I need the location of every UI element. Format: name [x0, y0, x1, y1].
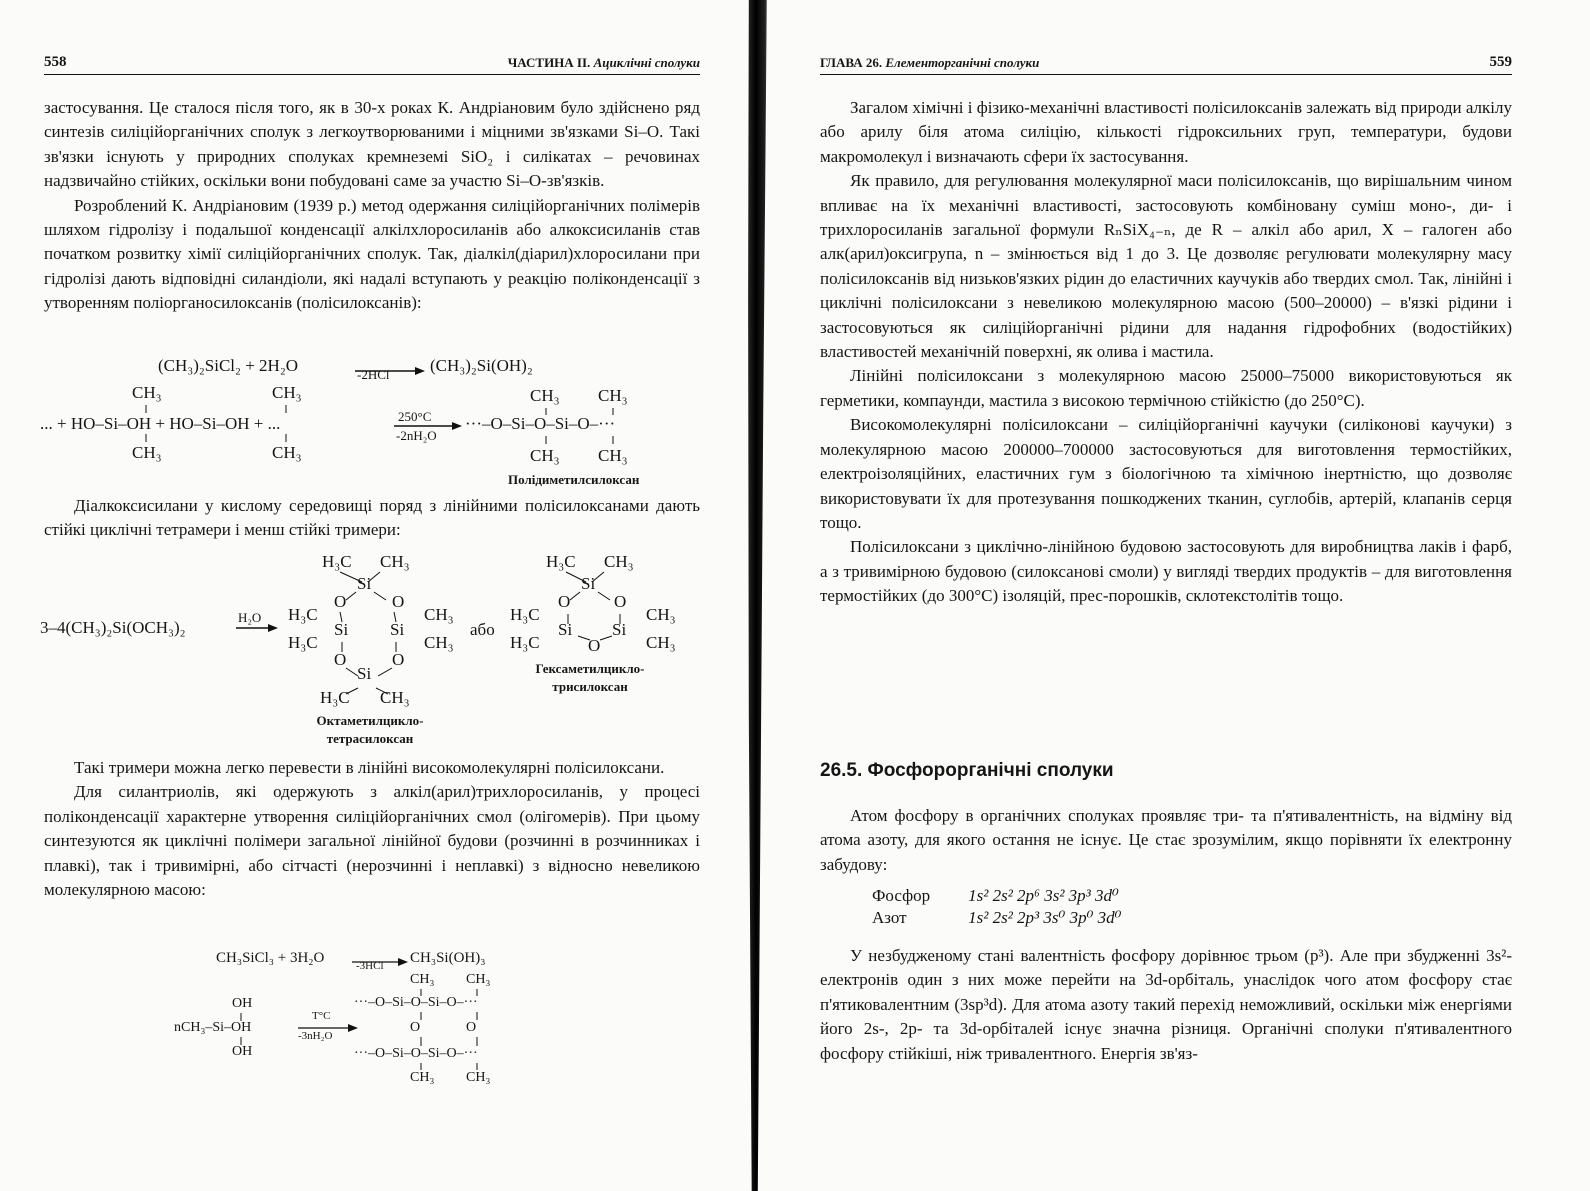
right-running-title	[820, 55, 1039, 71]
or-word: або	[470, 620, 495, 639]
right-text-block-3	[820, 944, 1512, 1066]
right-paragraph-6: Атом фосфору в органічних сполуках проявляє три- та п'ятивалентність, на відміну від атома азоту, для якого остання не існує. Це стає зрозумілим, якщо порівняти їх електронну забудову:	[820, 806, 1512, 874]
hexa-top-ch3: CH₃	[604, 552, 634, 571]
octa-o-2: O	[392, 592, 405, 611]
silanetriol: nCH₃–Si–OH	[174, 1020, 252, 1035]
hexa-left-h3c-1: H₃C	[510, 605, 540, 624]
silanetriol-top-oh: OH	[232, 996, 253, 1011]
left-paragraph-4: Такі тримери можна легко перевести в лінійні високомолекулярні полісилоксани.	[74, 758, 665, 777]
equation-5-condition-temp: T°C	[312, 1010, 331, 1022]
equation-5-bonds	[0, 0, 750, 1100]
right-paragraph-1: Загалом хімічні і фізико-механічні властивості полісилоксанів залежать від природи алкілу або арилу біля атома силіцію, кількості гідроксильних груп, температури, будови макромолекул і визначають сфери їх застосування.	[820, 98, 1512, 166]
right-part-label: ГЛАВА 26.	[820, 55, 883, 70]
network-top-ch3-2: CH₃	[466, 972, 491, 987]
table-row	[872, 886, 1159, 908]
hexa-right-ch3-2: CH₃	[646, 633, 676, 652]
octa-o-1: O	[334, 592, 347, 611]
hexa-top-h3c: H₃C	[546, 552, 576, 571]
right-paragraph-3: Лінійні полісилоксани з молекулярною масою 25000–75000 використовуються як герметики, компаунди, мастила з високою термічною стійкістю (до 250°C).	[820, 366, 1512, 410]
hexa-o-1: O	[558, 592, 571, 611]
electron-config: 1s² 2s² 2p³ 3s⁰ 3p⁰ 3d⁰	[968, 908, 1122, 927]
silanediol-2-top-ch3: CH₃	[272, 383, 302, 402]
octa-o-4: O	[392, 650, 405, 669]
network-bottom-ch3-1: CH₃	[410, 1070, 435, 1085]
chain-top-ch3-1: CH₃	[530, 386, 560, 405]
network-top-ch3-1: CH₃	[410, 972, 435, 987]
chain-bottom-ch3-2: CH₃	[598, 446, 628, 465]
right-text-block-1	[820, 96, 1512, 609]
equation-4-left: CH₃SiCl₃ + 3H₂O	[216, 950, 325, 966]
caption-octamethylcyclotetrasiloxane: Октаметилцикло-тетрасилоксан	[316, 713, 424, 746]
octa-bottom-h3c: H₃C	[320, 688, 350, 707]
right-page	[780, 0, 1590, 1191]
caption-hexamethylcyclotrisiloxane: Гексаметилцикло-трисилоксан	[535, 661, 645, 694]
hexa-top-si: Si	[581, 574, 596, 593]
network-bottom-ch3-2: CH₃	[466, 1070, 491, 1085]
equation-3-reagent: 3–4(CH₃)₂Si(OCH₃)₂	[40, 618, 186, 637]
equation-4-condition: -3HCl	[356, 960, 384, 972]
right-paragraph-7: У незбудженому стані валентність фосфору дорівнює трьом (p³). Але при збудженні 3s²-електронів один з них може перейти на 3d-орбіталь, унаслідок чого атом фосфору стає п'ятиковалентним (3sp³d). Для атома азоту такий перехід неможливий, оскільки між енергіями його 2s-, 2p- та 3d-орбіталей існує значна різниця. Органічні сполуки п'ятивалентного фосфору стійкіші, ніж тривалентного. Енергія зв'яз-	[820, 946, 1512, 1063]
octa-left-si: Si	[334, 620, 349, 639]
right-running-head	[820, 54, 1512, 75]
silanediol-1-bottom-ch3: CH₃	[132, 443, 162, 462]
octa-right-ch3-2: CH₃	[424, 633, 454, 652]
equation-2-condition-temp: 250°C	[398, 409, 432, 424]
silanediol-2-bottom-ch3: CH₃	[272, 443, 302, 462]
hexa-right-si: Si	[612, 620, 627, 639]
page-number-left: 558	[44, 54, 67, 70]
hexa-right-ch3-1: CH₃	[646, 605, 676, 624]
network-o-1: O	[410, 1020, 421, 1035]
equation-2-condition-water: -2nH₂O	[396, 428, 437, 443]
chain-bottom-ch3-1: CH₃	[530, 446, 560, 465]
octa-top-h3c: H₃C	[322, 552, 352, 571]
right-paragraph-5: Полісилоксани з циклічно-лінійною будовою застосовують для виробництва лаків і фарб, а з тривимірною будовою (силоксанові смоли) у вигляді твердих продуктів – для виготовлення термостійких (до 300°C) ізоляцій, прес-порошків, склотекстолітів тощо.	[820, 537, 1512, 606]
chain-top-ch3-2: CH₃	[598, 386, 628, 405]
left-page	[0, 0, 750, 1191]
electron-configuration-table	[872, 886, 1159, 930]
octa-bottom-ch3: CH₃	[380, 688, 410, 707]
equation-4-right: CH₃Si(OH)₃	[410, 950, 486, 966]
element-name: Азот	[872, 908, 907, 927]
left-part-title: Ациклічні сполуки	[593, 55, 700, 70]
caption-polydimethylsiloxane: Полідиметилсилоксан	[508, 472, 640, 487]
network-chain-bottom: ···–O–Si–O–Si–O–···	[354, 1046, 478, 1061]
octa-o-3: O	[334, 650, 347, 669]
hexa-o-3: O	[588, 636, 601, 655]
right-paragraph-4: Високомолекулярні полісилоксани – силіційорганічні каучуки (силіконові каучуки) з молекулярною масою 200000–700000 застосовуються для виготовлення термостійких, електроізоляційних, еластичних гум з біологічною та хімічною інертністю, що дозволяє використовувати їх для протезування пошкоджених тканин, суглобів, артерій, клапанів серця тощо.	[820, 415, 1512, 532]
octa-left-h3c-1: H₃C	[288, 605, 318, 624]
equation-2-left: ... + HO–Si–OH + HO–Si–OH + ...	[40, 414, 281, 433]
equation-1-right: (CH₃)₂Si(OH)₂	[430, 356, 533, 375]
silanetriol-bottom-oh: OH	[232, 1044, 253, 1059]
electron-config: 1s² 2s² 2p⁶ 3s² 3p³ 3d⁰	[968, 886, 1119, 905]
octa-right-ch3-1: CH₃	[424, 605, 454, 624]
table-row	[872, 908, 1159, 930]
left-paragraph-1: застосування. Це сталося після того, як в 30-х роках К. Андріановим було здійснено ряд синтезів силіційорганічних сполук з легкоутворюваними і міцними зв'язками Si–O. Такі зв'язки існують у природних сполуках кремнеземі SiO₂ і силікатах – речовинах надзвичайно стійких, оскільки вони побудовані саме за участю Si–O-зв'язків.	[44, 98, 700, 191]
silanediol-1-top-ch3: CH₃	[132, 383, 162, 402]
right-part-title: Елементорганічні сполуки	[885, 55, 1040, 70]
hexa-left-h3c-2: H₃C	[510, 633, 540, 652]
left-paragraph-3: Діалкоксисилани у кислому середовищі поряд з лінійними полісилоксанами дають стійкі циклічні тетрамери і менш стійкі тримери:	[44, 496, 700, 540]
left-part-label: ЧАСТИНА II.	[507, 55, 591, 70]
octa-top-si: Si	[357, 574, 372, 593]
page-number-right: 559	[1489, 54, 1512, 70]
equation-1-left: (CH₃)₂SiCl₂ + 2H₂O	[158, 356, 299, 375]
right-paragraph-2: Як правило, для регулювання молекулярної маси полісилоксанів, що вирішальним чином впливає на їх механічні властивості, застосовують комбіновану суміш моно-, ди- і трихлоросиланів загальної формули RₙSiX₄₋ₙ, де R – алкіл або арил, X – галоген або алк(арил)оксигрупа, n – змінюється від 1 до 3. Це дозволяє регулювати молекулярну масу полісилоксанів від низьков'язких рідин до еластичних каучуків або твердих смол. Так, лінійні і циклічні полісилоксани з невеликою молекулярною масою (500–20000) – в'язкі рідини і застосовуються як силіційорганічні рідини для надання гідрофобних (водостійких) властивостей механічній поверхні, як олива і мастила.	[820, 171, 1512, 362]
network-o-2: O	[466, 1020, 477, 1035]
octa-bottom-si: Si	[357, 664, 372, 683]
network-chain-top: ···–O–Si–O–Si–O–···	[354, 995, 478, 1010]
left-paragraph-2: Розроблений К. Андріановим (1939 р.) метод одержання силіційорганічних полімерів шляхом гідролізу і подальшої конденсації алкілхлоросиланів або алкоксисиланів став початком розвитку хімії силіційорганічних сполук. Так, діалкіл(діарил)хлоросилани при гідролізі дають відповідні силандіоли, які надалі вступають у реакцію поліконденсації з утворенням поліорганосилоксанів (полісилоксанів):	[44, 195, 700, 313]
octa-right-si: Si	[390, 620, 405, 639]
equation-5-condition-water: -3nH₂O	[298, 1030, 333, 1042]
equation-3-condition: H₂O	[238, 610, 262, 625]
left-paragraph-5: Для силантриолів, які одержують з алкіл(арил)трихлоросиланів, у процесі поліконденсації характерне утворення силіційорганічних смол (олігомерів). При цьому синтезуются як циклічні полімери загальної лінійної будови (розчинні в розчинниках і плавкі), так і тривимірні, або сітчасті (нерозчинні і неплавкі) з відносно невеликою молекулярною масою:	[44, 782, 700, 900]
octa-left-h3c-2: H₃C	[288, 633, 318, 652]
right-text-block-2	[820, 804, 1512, 877]
equation-1-condition: -2HCl	[357, 367, 390, 382]
hexa-left-si: Si	[558, 620, 573, 639]
equation-2-right: ···–O–Si–O–Si–O–···	[465, 414, 616, 433]
hexa-o-2: O	[614, 592, 627, 611]
section-heading: 26.5. Фосфорорганічні сполуки	[820, 760, 1114, 781]
octa-top-ch3: CH₃	[380, 552, 410, 571]
element-name: Фосфор	[872, 886, 931, 905]
